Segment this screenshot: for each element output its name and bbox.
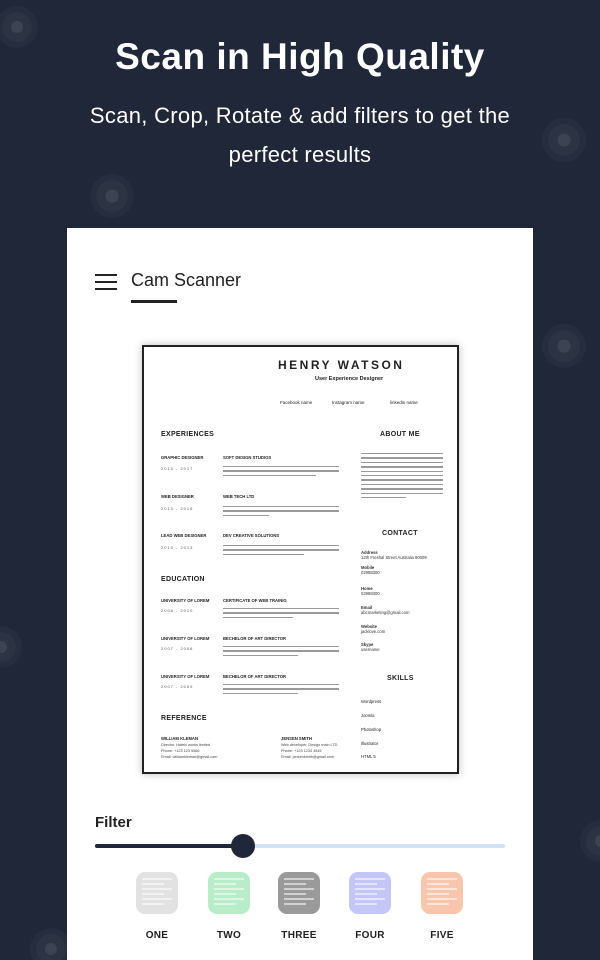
edu-name: BECHELOR OF ART DIRECTOR: [223, 674, 287, 679]
job-years: 2015 - 2017: [161, 466, 194, 471]
app-title: Cam Scanner: [131, 270, 242, 290]
edu-title: UNIVERSITY OF LOREM: [161, 636, 210, 641]
job-company: SOFT DESIGN STUDIOS: [223, 455, 272, 460]
resume-social: Instagram name: [332, 400, 365, 405]
edu-name: CERTIFICATE OF WEB TRAINIG: [223, 598, 287, 603]
skill-item: Joomla: [361, 713, 375, 718]
promo-subline: Scan, Crop, Rotate & add filters to get the perfect results: [89, 103, 511, 167]
contact-item: Mobile 02988300: [361, 565, 380, 575]
reference-email: Email: williamkleman@gmail.com: [161, 755, 218, 759]
decor-circle: [548, 124, 580, 156]
filter-label: Filter: [95, 814, 132, 831]
filter-slider[interactable]: [95, 844, 505, 848]
filter-swatch: [349, 872, 391, 914]
contact-item: Website jacklove.com: [361, 624, 386, 634]
filter-option-four[interactable]: [347, 872, 393, 941]
section-heading: CONTACT: [382, 530, 418, 537]
filter-swatch: [136, 872, 178, 914]
filter-swatch: [208, 872, 250, 914]
filter-swatch: [278, 872, 320, 914]
reference-name: WILLIAM KLEMAN: [161, 736, 198, 741]
title-underline: [131, 300, 177, 303]
section-heading: EXPERIENCES: [161, 431, 215, 438]
reference-role: Web developer, Design main LTD: [281, 743, 338, 747]
filter-option-three[interactable]: [276, 872, 322, 941]
filter-name: ONE: [145, 930, 169, 941]
slider-fill: [95, 844, 243, 848]
reference-role: Director, Hafeix works limited: [161, 743, 210, 747]
decor-circle: [548, 330, 580, 362]
job-company: DEV CREATIVE SOLUTIONS: [223, 533, 280, 538]
edu-name: BECHELOR OF ART DIRECTOR: [223, 636, 287, 641]
resume-social: linkedin name: [390, 400, 418, 405]
reference-phone: Phone: +123 1234 4545: [281, 749, 322, 753]
decor-circle: [36, 934, 66, 960]
job-company: WEB TECH LTD: [223, 494, 255, 499]
edu-title: UNIVERSITY OF LOREM: [161, 598, 210, 603]
filter-name: THREE: [281, 930, 317, 941]
skill-item: HTML 5: [361, 754, 376, 759]
decor-circle: [0, 632, 16, 662]
contact-item: Home 02988300: [361, 586, 380, 596]
filter-name: FOUR: [355, 930, 385, 941]
contact-item: Skype username: [361, 642, 380, 652]
section-heading: EDUCATION: [161, 576, 205, 583]
reference-email: Email: jensensmith@gmail.com: [281, 755, 335, 759]
resume-social: Facebook name: [280, 400, 313, 405]
job-title: GRAPHIC DESIGNER: [161, 455, 204, 460]
job-title: LEAD WEB DESIGNER: [161, 533, 207, 538]
edu-years: 2007 - 2009: [161, 684, 194, 689]
edu-years: 2007 - 2008: [161, 646, 194, 651]
reference-phone: Phone: +123 123 5566: [161, 749, 200, 753]
job-years: 2013 - 2015: [161, 506, 194, 511]
section-heading: ABOUT ME: [380, 431, 420, 438]
filter-option-two[interactable]: [206, 872, 252, 941]
section-heading: SKILLS: [387, 675, 414, 682]
contact-item: Address 12th Freshal Street Australia 90009: [361, 550, 427, 560]
resume-role: User Experience Designer: [315, 376, 384, 382]
scanned-document[interactable]: [142, 345, 459, 774]
edu-years: 2008 - 2010: [161, 608, 194, 613]
resume-name: HENRY WATSON: [278, 358, 405, 372]
skill-item: Wordpress: [361, 699, 382, 704]
filter-name: TWO: [216, 930, 242, 941]
filter-name: FIVE: [430, 930, 454, 941]
promo-headline: Scan in High Quality: [115, 36, 485, 77]
job-years: 2010 - 2013: [161, 545, 194, 550]
skill-item: Photoshop: [361, 727, 382, 732]
decor-circle: [586, 826, 600, 856]
filter-swatch: [421, 872, 463, 914]
filter-options: [67, 872, 533, 952]
hamburger-menu-icon[interactable]: [95, 274, 117, 290]
section-heading: REFERENCE: [161, 715, 207, 722]
skill-item: Illustrator: [361, 741, 379, 746]
decor-circle: [96, 180, 128, 212]
contact-item: Email abcmarketing@gmail.com: [361, 605, 410, 615]
reference-name: JENSEN SMITH: [281, 736, 312, 741]
filter-option-one[interactable]: [134, 872, 180, 941]
edu-title: UNIVERSITY OF LOREM: [161, 674, 210, 679]
filter-option-five[interactable]: [419, 872, 465, 941]
slider-thumb[interactable]: [231, 834, 255, 858]
app-screen: [67, 228, 533, 960]
job-title: WEB DESIGNER: [161, 494, 194, 499]
